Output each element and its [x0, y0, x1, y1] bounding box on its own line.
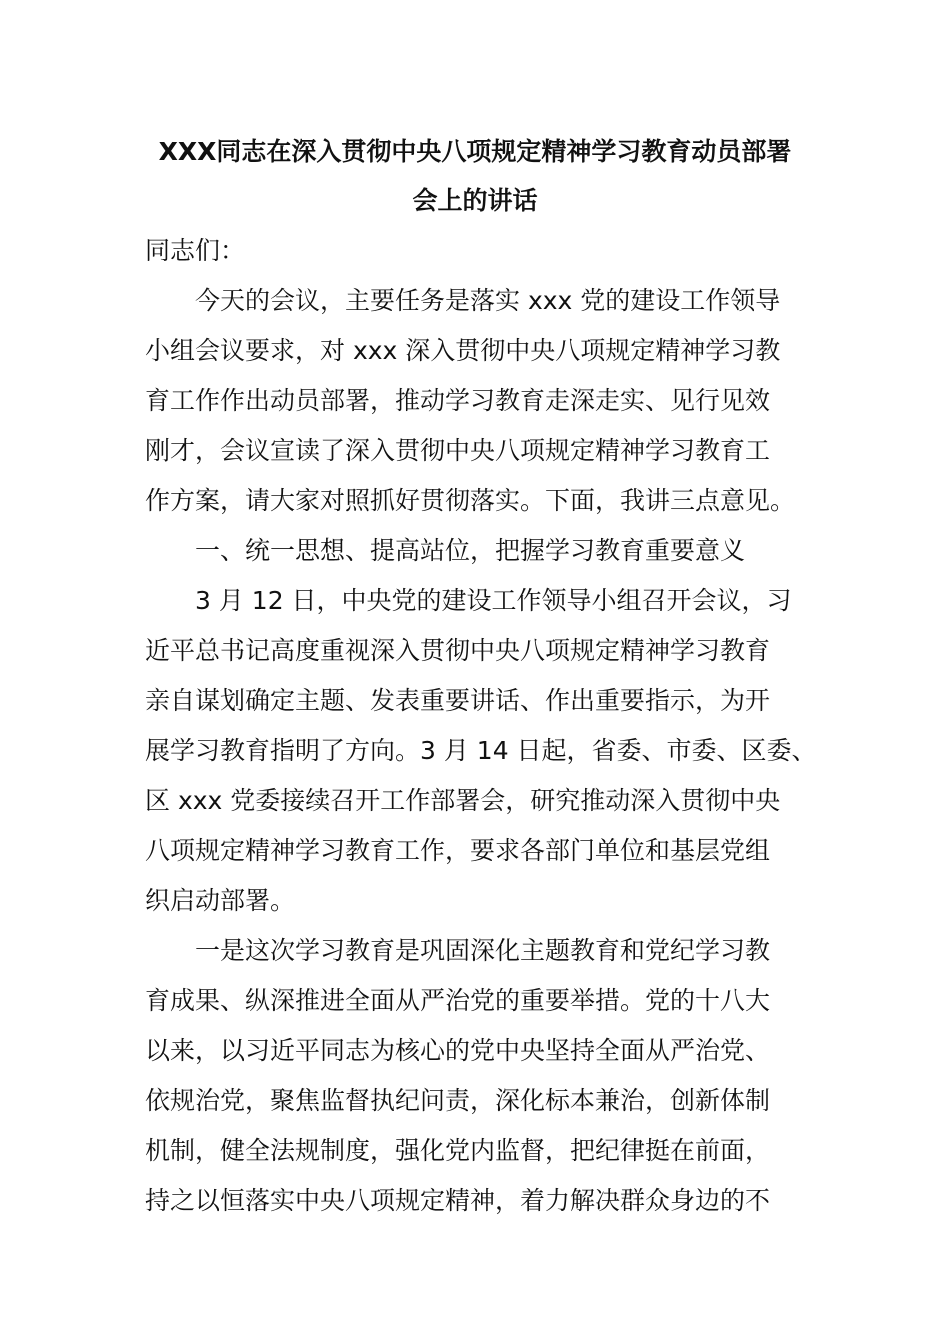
paragraph-line: 机制，健全法规制度，强化党内监督，把纪律挺在前面，: [145, 1136, 771, 1165]
paragraph-line: 区 xxx 党委接续召开工作部署会，研究推动深入贯彻中央: [145, 786, 781, 815]
paragraph-line: 今天的会议，主要任务是落实 xxx 党的建设工作领导: [195, 286, 781, 315]
paragraph-line: 持之以恒落实中央八项规定精神，着力解决群众身边的不: [145, 1186, 771, 1215]
paragraph-line: 育成果、纵深推进全面从严治党的重要举措。党的十八大: [145, 986, 771, 1015]
paragraph-line: 织启动部署。: [145, 886, 296, 915]
document-title-line-1: XXX同志在深入贯彻中央八项规定精神学习教育动员部署: [158, 137, 792, 166]
paragraph-line: 依规治党，聚焦监督执纪问责，深化标本兼治，创新体制: [145, 1086, 771, 1115]
section-heading: 一、统一思想、提高站位，把握学习教育重要意义: [195, 536, 746, 565]
salutation: 同志们：: [145, 236, 246, 265]
paragraph-line: 小组会议要求，对 xxx 深入贯彻中央八项规定精神学习教: [145, 336, 781, 365]
paragraph-line: 作方案，请大家对照抓好贯彻落实。下面，我讲三点意见。: [145, 486, 796, 515]
paragraph-line: 刚才，会议宣读了深入贯彻中央八项规定精神学习教育工: [145, 436, 771, 465]
paragraph-line: 3 月 12 日，中央党的建设工作领导小组召开会议，习: [195, 586, 792, 615]
paragraph-line: 展学习教育指明了方向。3 月 14 日起，省委、市委、区委、: [145, 736, 817, 765]
paragraph-line: 八项规定精神学习教育工作，要求各部门单位和基层党组: [145, 836, 771, 865]
paragraph-line: 亲自谋划确定主题、发表重要讲话、作出重要指示，为开: [145, 686, 771, 715]
paragraph-line: 育工作作出动员部署，推动学习教育走深走实、见行见效: [145, 386, 771, 415]
document-title-line-2: 会上的讲话: [412, 186, 538, 215]
paragraph-line: 一是这次学习教育是巩固深化主题教育和党纪学习教: [195, 936, 771, 965]
paragraph-line: 近平总书记高度重视深入贯彻中央八项规定精神学习教育: [145, 636, 771, 665]
paragraph-line: 以来，以习近平同志为核心的党中央坚持全面从严治党、: [145, 1036, 771, 1065]
